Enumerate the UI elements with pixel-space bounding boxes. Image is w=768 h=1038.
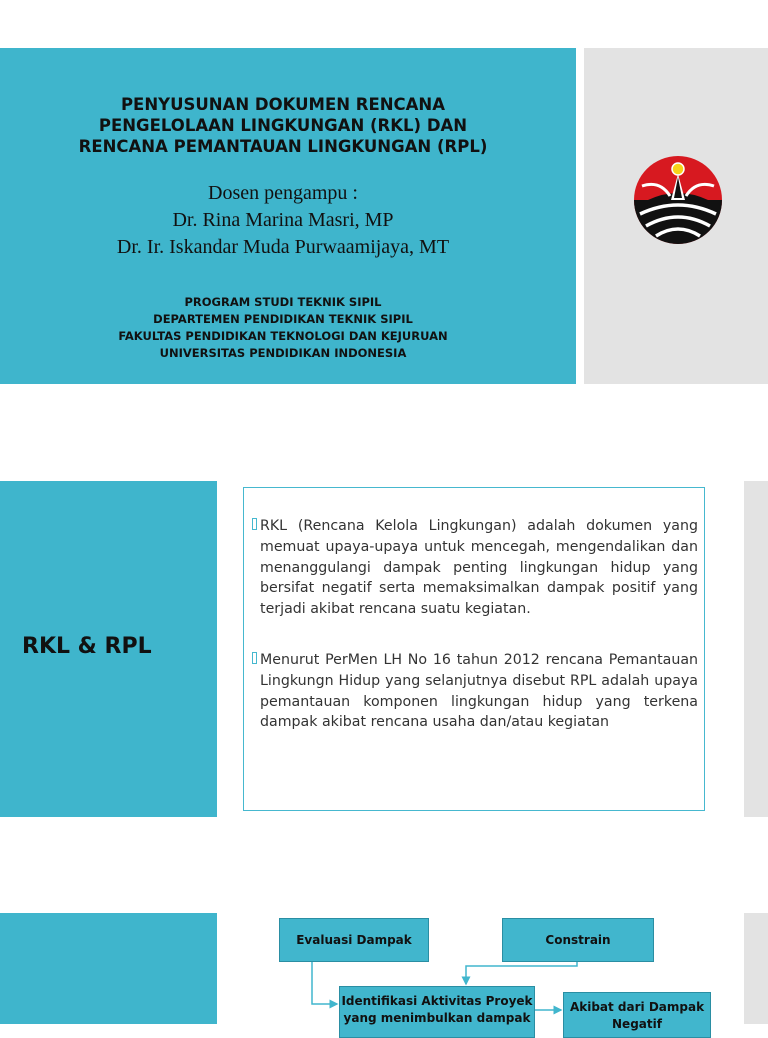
- bullet-text: Menurut PerMen LH No 16 tahun 2012 rencana Pemantauan Lingkungn Hidup yang selanjutnya disebut RPL adalah upaya pemantauan komponen lingkungan hidup yang terkena dampak akibat rencana usaha dan/atau kegiatan: [260, 652, 698, 731]
- flow-node-identifikasi: Identifikasi Aktivitas Proyek yang menimbulkan dampak: [339, 986, 535, 1038]
- logo-sun: [672, 163, 684, 175]
- bullet-text: RKL (Rencana Kelola Lingkungan) adalah dokumen yang memuat upaya-upaya untuk mencegah, mengendalikan dan menanggulangi dampak penting lingkungan hidup yang bersifat negatif serta memaksimalkan dampak positif yang terjadi akibat rencana suatu kegiatan.: [260, 518, 698, 618]
- bullet-icon: [252, 518, 257, 530]
- connector-eval-to-identify: [312, 962, 337, 1004]
- lecturer-name: Dr. Ir. Iskandar Muda Purwaamijaya, MT: [116, 236, 450, 258]
- lecturer-label: Dosen pengampu :: [208, 182, 358, 204]
- connector-constrain-to-identify: [466, 962, 577, 984]
- lecturer-block: [30, 180, 536, 261]
- bullet-icon: [252, 652, 257, 664]
- flow-node-evaluasi-dampak: Evaluasi Dampak: [279, 918, 429, 962]
- slide-title-line: PENYUSUNAN DOKUMEN RENCANA: [120, 95, 446, 114]
- flow-node-akibat: Akibat dari Dampak Negatif: [563, 992, 711, 1038]
- university-logo-icon: [634, 156, 722, 244]
- side-panel: [744, 481, 768, 817]
- lecturer-name: Dr. Rina Marina Masri, MP: [172, 209, 394, 231]
- institution-line: UNIVERSITAS PENDIDIKAN INDONESIA: [159, 346, 407, 360]
- institution-line: FAKULTAS PENDIDIKAN TEKNOLOGI DAN KEJURUAN: [118, 329, 448, 343]
- institution-block: [40, 294, 526, 362]
- slide-title-line: RENCANA PEMANTAUAN LINGKUNGAN (RPL): [78, 137, 488, 156]
- bullet-item: [260, 650, 698, 733]
- institution-line: DEPARTEMEN PENDIDIKAN TEKNIK SIPIL: [153, 312, 413, 326]
- section-heading: RKL & RPL: [22, 634, 152, 659]
- slide-title-line: PENGELOLAAN LINGKUNGAN (RKL) DAN: [98, 116, 468, 135]
- content-box: [243, 487, 705, 811]
- bullet-item: [260, 516, 698, 620]
- slide-title: [40, 94, 526, 157]
- institution-line: PROGRAM STUDI TEKNIK SIPIL: [184, 295, 382, 309]
- flow-node-constrain: Constrain: [502, 918, 654, 962]
